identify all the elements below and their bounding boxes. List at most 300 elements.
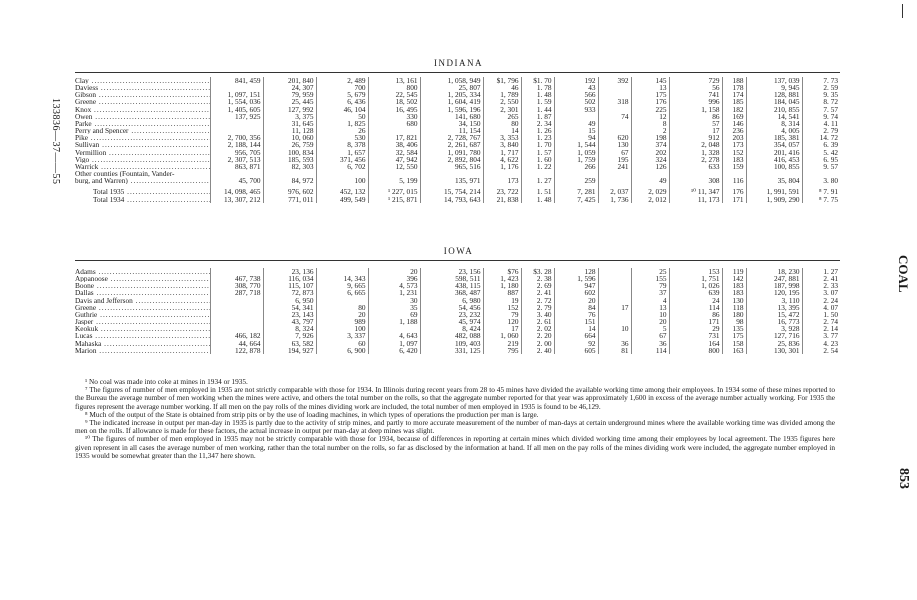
cell-value: 158 (722, 340, 746, 347)
cell-value: 2. 41 (802, 275, 840, 282)
row-label: Other counties (Fountain, Vander- (75, 170, 175, 178)
cell-value: 57 (669, 120, 722, 127)
cell-value: 1, 423 (483, 275, 521, 282)
cell-value: 49 (631, 177, 669, 184)
cell-value: 35, 804 (746, 177, 802, 184)
cell-value: 318 (598, 98, 631, 105)
cell-value: 135 (722, 325, 746, 332)
cell-value: 12, 550 (368, 163, 420, 170)
table-row (75, 84, 840, 91)
cell-value: 795 (483, 347, 521, 354)
cell-value (210, 170, 263, 177)
cell-value: 1. 23 (521, 134, 554, 141)
cell-value (598, 311, 631, 318)
cell-value (669, 170, 722, 177)
cell-value (210, 304, 263, 311)
cell-value: 1, 097, 151 (210, 91, 263, 98)
cell-value: 2. 20 (521, 332, 554, 339)
row-label: Marion ..... (75, 347, 210, 354)
cell-value: 956, 705 (210, 149, 263, 156)
cell-value: 396 (368, 275, 420, 282)
row-label: Keokuk ..... (75, 325, 210, 332)
cell-value: 69 (368, 311, 420, 318)
cell-value: 2, 489 (316, 77, 368, 84)
cell-value: 1, 596 (554, 275, 598, 282)
cell-value: 16, 495 (368, 106, 420, 113)
cell-value: 8, 324 (263, 325, 316, 332)
cell-value: 2, 301 (483, 106, 521, 113)
cell-value: 80 (316, 304, 368, 311)
cell-value: 109, 403 (420, 340, 483, 347)
cell-value: 1, 231 (368, 289, 420, 296)
cell-value: 1. 59 (521, 98, 554, 105)
cell-value: 2. 72 (521, 297, 554, 304)
cell-value: 4. 11 (802, 120, 840, 127)
cell-value: 31, 645 (263, 120, 316, 127)
cell-value: 19 (483, 297, 521, 304)
total-row (75, 184, 840, 195)
cell-value: 467, 738 (210, 275, 263, 282)
cell-value (598, 106, 631, 113)
cell-value: 35 (368, 304, 420, 311)
iowa-title: IOWA (443, 246, 474, 256)
cell-value: 2, 550 (483, 98, 521, 105)
cell-value: 194, 927 (263, 347, 316, 354)
cell-value: 1, 205, 334 (420, 91, 483, 98)
cell-value: 7, 425 (554, 196, 598, 203)
cell-value: 2. 34 (521, 120, 554, 127)
row-label: Boone ..... (75, 282, 210, 289)
cell-value: 6, 950 (263, 297, 316, 304)
cell-value: 178 (722, 84, 746, 91)
cell-value: 605 (554, 347, 598, 354)
cell-value: 1. 27 (521, 177, 554, 184)
cell-value: 25 (631, 268, 669, 275)
cell-value: 54, 341 (263, 304, 316, 311)
cell-value: 45, 974 (420, 318, 483, 325)
cell-value: 2. 59 (802, 84, 840, 91)
cell-value: 175 (631, 91, 669, 98)
cell-value: 202 (631, 149, 669, 156)
cell-value: 141, 680 (420, 113, 483, 120)
cell-value: 324 (631, 156, 669, 163)
cell-value: 142 (722, 275, 746, 282)
cell-value: 60 (316, 340, 368, 347)
cell-value (554, 113, 598, 120)
table-row (75, 332, 840, 339)
cell-value: 639 (669, 289, 722, 296)
cell-value: 15, 472 (746, 311, 802, 318)
cell-value: 187, 998 (746, 282, 802, 289)
cell-value: 1, 604, 419 (420, 98, 483, 105)
cell-value: 374 (631, 141, 669, 148)
table-row (75, 170, 840, 177)
cell-value (598, 170, 631, 177)
cell-value: 203 (722, 134, 746, 141)
cell-value: 9. 35 (802, 91, 840, 98)
cell-value: 4. 23 (802, 340, 840, 347)
cell-value: 6, 420 (368, 347, 420, 354)
cell-value (210, 297, 263, 304)
table-row (75, 304, 840, 311)
cell-value: 6, 436 (316, 98, 368, 105)
indiana-table (75, 77, 840, 203)
table-row (75, 149, 840, 156)
cell-value: 4 (631, 297, 669, 304)
cell-value: 2. 00 (521, 340, 554, 347)
cell-value: 5, 199 (368, 177, 420, 184)
cell-value: 115, 107 (263, 282, 316, 289)
cell-value: 120, 195 (746, 289, 802, 296)
cell-value: 7, 281 (554, 184, 598, 195)
cell-value: 7. 73 (802, 77, 840, 84)
cell-value: 188 (722, 77, 746, 84)
cell-value: 159 (722, 163, 746, 170)
row-label: Total 1935 ..... (75, 184, 210, 195)
cell-value: 192 (554, 77, 598, 84)
cell-value (598, 289, 631, 296)
cell-value: 17 (669, 127, 722, 134)
cell-value (210, 127, 263, 134)
iowa-top-rule (75, 260, 840, 261)
row-label: burg, and Warren) ..... (75, 177, 210, 184)
table-row (75, 134, 840, 141)
running-head: COAL (896, 255, 911, 293)
cell-value: 2. 02 (521, 325, 554, 332)
cell-value (598, 275, 631, 282)
cell-value: 1, 188 (368, 318, 420, 325)
cell-value: 331, 125 (420, 347, 483, 354)
cell-value: 43, 797 (263, 318, 316, 325)
cell-value: 210, 855 (746, 106, 802, 113)
cell-value: 6, 665 (316, 289, 368, 296)
cell-value: 34, 150 (420, 120, 483, 127)
iowa-table (75, 268, 840, 354)
cell-value (746, 170, 802, 177)
cell-value: 4, 005 (746, 127, 802, 134)
row-label: Owen ..... (75, 113, 210, 120)
cell-value: 3, 110 (746, 297, 802, 304)
cell-value: 1. 57 (521, 149, 554, 156)
cell-value: 731 (669, 332, 722, 339)
cell-value: 1. 27 (802, 268, 840, 275)
footnote: ⁹ The indicated increase in output per man-day in 1935 is partly due to the activity of strip mines, and partly to more accurate measurement of the number of man-days at certain underground mines where the available working time was divided among the men on the rolls. If allowance is made for these factors, the actual increase in output per man-day at deep mines was slight. (75, 418, 835, 436)
cell-value: 3. 40 (521, 311, 554, 318)
cell-value: 45, 700 (210, 177, 263, 184)
cell-value: 266 (554, 163, 598, 170)
cell-value: 47, 942 (368, 156, 420, 163)
cell-value: 3. 80 (802, 177, 840, 184)
cell-value: 3, 353 (483, 134, 521, 141)
cell-value: 126 (631, 163, 669, 170)
cell-value: 195 (598, 156, 631, 163)
cell-value: 8 (631, 120, 669, 127)
table-row (75, 141, 840, 148)
cell-value: 185, 381 (746, 134, 802, 141)
cell-value: 100, 834 (263, 149, 316, 156)
cell-value: 1, 059 (554, 149, 598, 156)
cell-value (210, 318, 263, 325)
row-label: Parke ..... (75, 120, 210, 127)
cell-value: 36 (598, 340, 631, 347)
cell-value: 128 (554, 268, 598, 275)
cell-value: 933 (554, 106, 598, 113)
cell-value: 2, 037 (598, 184, 631, 195)
cell-value: 74 (598, 113, 631, 120)
cell-value (598, 282, 631, 289)
cell-value: 13 (631, 84, 669, 91)
table-row (75, 163, 840, 170)
cell-value: 56 (669, 84, 722, 91)
cell-value: 201, 840 (263, 77, 316, 84)
table-row (75, 113, 840, 120)
table-row (75, 120, 840, 127)
cell-value (598, 177, 631, 184)
cell-value: 863, 871 (210, 163, 263, 170)
cell-value (210, 120, 263, 127)
cell-value: 598, 511 (420, 275, 483, 282)
cell-value: $1. 70 (521, 77, 554, 84)
cell-value: 4, 643 (368, 332, 420, 339)
cell-value: 620 (598, 134, 631, 141)
cell-value: 11, 173 (669, 196, 722, 203)
cell-value: 13, 307, 212 (210, 196, 263, 203)
cell-value: 6, 900 (316, 347, 368, 354)
row-label: Clay ..... (75, 77, 210, 84)
cell-value: 20 (368, 268, 420, 275)
cell-value (598, 268, 631, 275)
cell-value: 23, 143 (263, 311, 316, 318)
table-row (75, 347, 840, 354)
row-label: Dallas ..... (75, 289, 210, 296)
cell-value: 81 (598, 347, 631, 354)
cell-value: 241 (598, 163, 631, 170)
cell-value: 887 (483, 289, 521, 296)
cell-value: 79 (483, 311, 521, 318)
cell-value: 308 (669, 177, 722, 184)
cell-value: 2. 69 (521, 282, 554, 289)
cell-value: 2. 38 (521, 275, 554, 282)
cell-value: 198 (631, 134, 669, 141)
cell-value: 116, 034 (263, 275, 316, 282)
cell-value (420, 170, 483, 177)
cell-value: 2. 54 (802, 347, 840, 354)
cell-value: 14. 72 (802, 134, 840, 141)
cell-value: 1, 091, 780 (420, 149, 483, 156)
cell-value: 2, 700, 356 (210, 134, 263, 141)
cell-value: 22, 545 (368, 91, 420, 98)
cell-value: 137, 039 (746, 77, 802, 84)
cell-value: 9, 665 (316, 282, 368, 289)
cell-value: 130, 301 (746, 347, 802, 354)
cell-value: 18, 502 (368, 98, 420, 105)
footnotes (75, 378, 835, 460)
cell-value: 155 (631, 275, 669, 282)
cell-value: 3, 337 (316, 332, 368, 339)
cell-value: 119 (722, 268, 746, 275)
cell-value: 130 (598, 141, 631, 148)
table-row (75, 340, 840, 347)
cell-value: 23, 136 (263, 268, 316, 275)
cell-value: 2, 278 (669, 156, 722, 163)
cell-value: 5, 679 (316, 91, 368, 98)
cell-value: 38, 406 (368, 141, 420, 148)
cell-value: 135, 971 (420, 177, 483, 184)
cell-value: 2. 61 (521, 318, 554, 325)
cell-value: 185, 593 (263, 156, 316, 163)
footnote: ¹⁰ The figures of number of men employed in 1935 may not be strictly comparable with those for 1934, because of differences in reporting at certain mines which divided working time among their employees by local agreement. The 1935 figures here given represent in all cases the average number of men working, rather than the total number on the rolls, so far as disclosed by the information at hand. If all men on the pay rolls of the mines dividing work were included, the aggregate number employed in 1935 would be somewhat greater than the 11,347 here shown. (75, 434, 835, 460)
cell-value (210, 84, 263, 91)
cell-value: 1, 180 (483, 282, 521, 289)
cell-value: 130 (722, 297, 746, 304)
cell-value: 6. 95 (802, 156, 840, 163)
cell-value: 13, 161 (368, 77, 420, 84)
print-code: 133836—37——55 (50, 98, 61, 185)
table-row (75, 127, 840, 134)
cell-value: 265 (483, 113, 521, 120)
cell-value: 30 (368, 297, 420, 304)
cell-value: 3. 07 (802, 289, 840, 296)
row-label: Lucas ..... (75, 332, 210, 339)
cell-value: 14, 541 (746, 113, 802, 120)
cell-value: 128, 881 (746, 91, 802, 98)
cell-value: 392 (598, 77, 631, 84)
cell-value: 10 (598, 325, 631, 332)
cell-value: 116 (722, 177, 746, 184)
cell-value: 46, 104 (316, 106, 368, 113)
cell-value: 15 (554, 127, 598, 134)
cell-value: 14 (483, 127, 521, 134)
row-label: Sullivan ..... (75, 141, 210, 148)
cell-value: 2, 048 (669, 141, 722, 148)
cell-value: 700 (316, 84, 368, 91)
cell-value (316, 268, 368, 275)
cell-value: 3, 928 (746, 325, 802, 332)
cell-value: 13 (631, 304, 669, 311)
cell-value: 1, 759 (554, 156, 598, 163)
cell-value (521, 170, 554, 177)
table-row (75, 318, 840, 325)
table-row (75, 297, 840, 304)
cell-value: 2. 74 (802, 318, 840, 325)
cell-value: 2, 012 (631, 196, 669, 203)
cell-value: 44, 664 (210, 340, 263, 347)
cell-value (368, 127, 420, 134)
cell-value: 50 (316, 113, 368, 120)
cell-value: 1, 789 (483, 91, 521, 98)
cell-value: 8, 314 (746, 120, 802, 127)
edge-mark (902, 4, 903, 18)
table-row (75, 156, 840, 163)
cell-value: ⁸ 7. 75 (802, 196, 840, 203)
cell-value: 841, 459 (210, 77, 263, 84)
cell-value: 466, 182 (210, 332, 263, 339)
indiana-title: INDIANA (434, 58, 483, 68)
cell-value: 2. 14 (802, 325, 840, 332)
cell-value: 25, 445 (263, 98, 316, 105)
cell-value: 2, 261, 687 (420, 141, 483, 148)
cell-value: 965, 516 (420, 163, 483, 170)
cell-value: 36 (631, 340, 669, 347)
cell-value: 729 (669, 77, 722, 84)
cell-value: 771, 011 (263, 196, 316, 203)
cell-value: 1. 50 (802, 311, 840, 318)
cell-value: 84, 972 (263, 177, 316, 184)
cell-value: 49 (554, 120, 598, 127)
row-label: Jasper ..... (75, 318, 210, 325)
indiana-top-rule (75, 72, 840, 73)
cell-value: ¹ 227, 015 (368, 184, 420, 195)
cell-value (368, 170, 420, 177)
table-row (75, 311, 840, 318)
row-label: Greene ..... (75, 98, 210, 105)
row-label: Knox ..... (75, 106, 210, 113)
cell-value: 4. 07 (802, 304, 840, 311)
row-label: Guthrie ..... (75, 311, 210, 318)
table-row (75, 177, 840, 184)
cell-value: 25, 836 (746, 340, 802, 347)
cell-value: 201, 416 (746, 149, 802, 156)
cell-value: 1. 78 (521, 84, 554, 91)
cell-value (483, 170, 521, 177)
cell-value: 183 (722, 282, 746, 289)
cell-value: 1. 48 (521, 91, 554, 98)
table-row (75, 275, 840, 282)
row-label: Greene ..... (75, 304, 210, 311)
cell-value (316, 297, 368, 304)
cell-value: 225 (631, 106, 669, 113)
cell-value: 259 (554, 177, 598, 184)
row-label: Davis and Jefferson ..... (75, 297, 210, 304)
cell-value: 8, 424 (420, 325, 483, 332)
cell-value: 82, 303 (263, 163, 316, 170)
cell-value: 330 (368, 113, 420, 120)
cell-value: 17 (483, 325, 521, 332)
cell-value: 499, 549 (316, 196, 368, 203)
cell-value (722, 170, 746, 177)
cell-value: 98 (722, 318, 746, 325)
cell-value: 1, 657 (316, 149, 368, 156)
cell-value: 1, 544 (554, 141, 598, 148)
cell-value: 7. 57 (802, 106, 840, 113)
cell-value: 5 (631, 325, 669, 332)
cell-value: 2, 892, 804 (420, 156, 483, 163)
cell-value (316, 170, 368, 177)
cell-value: 368, 487 (420, 289, 483, 296)
cell-value: 20 (316, 311, 368, 318)
cell-value: 1, 158 (669, 106, 722, 113)
cell-value (368, 325, 420, 332)
cell-value: 86 (669, 113, 722, 120)
cell-value: 6, 702 (316, 163, 368, 170)
cell-value: 20 (631, 318, 669, 325)
cell-value: 100 (316, 325, 368, 332)
table-row (75, 91, 840, 98)
cell-value: 2. 33 (802, 282, 840, 289)
cell-value: 9, 945 (746, 84, 802, 91)
footnote: ⁷ The figures of number of men employed in 1935 are not strictly comparable with those for 1934. In Illinois during recent years from 28 to 45 mines have divided the available working time among their employees. In 1934 some of these mines reported to the Bureau the average number of men working when the mines were active, and others the total number on the rolls, so that the aggregate number reported for that year was approximately 1,600 in excess of the average number actually working. For 1935 the figures represent the average number working. If all men on the pay rolls of the mines dividing work are included, the total number of men employed in 1935 is found to be 46,129. (75, 385, 835, 411)
footnote: ¹ No coal was made into coke at mines in 1934 or 1935. (85, 377, 248, 386)
page-number: 853 (896, 468, 911, 489)
cell-value (598, 127, 631, 134)
cell-value: 26, 759 (263, 141, 316, 148)
cell-value: 2. 79 (521, 304, 554, 311)
cell-value: 17 (598, 304, 631, 311)
cell-value: 151 (554, 318, 598, 325)
cell-value: 173 (483, 177, 521, 184)
cell-value: 17, 821 (368, 134, 420, 141)
cell-value: 989 (316, 318, 368, 325)
